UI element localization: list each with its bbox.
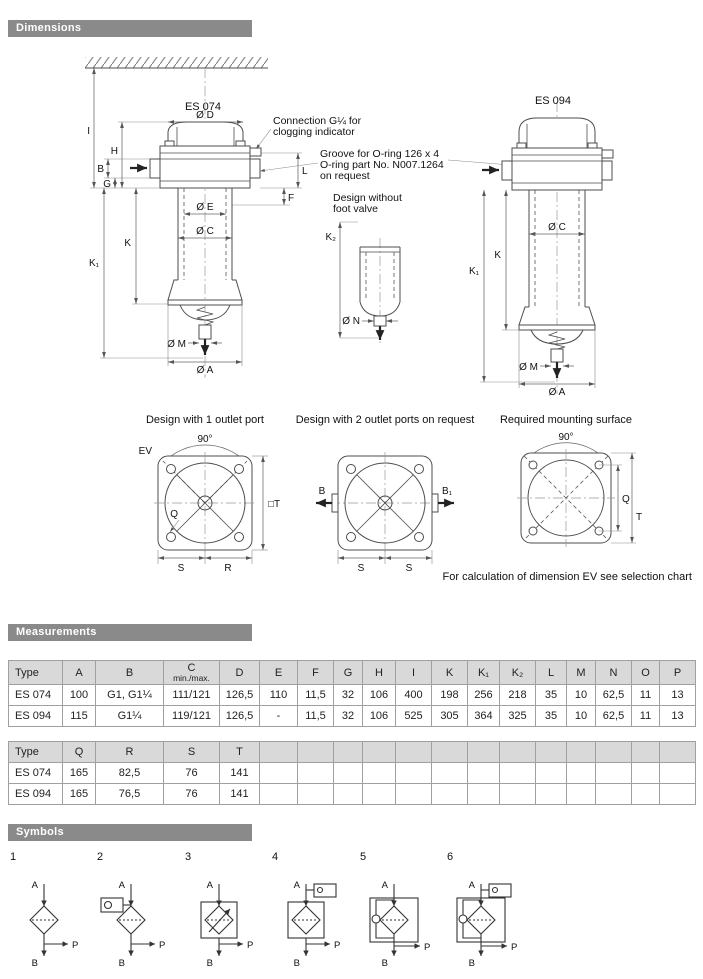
cell-empty [567,763,596,784]
dim-label-dia-m: Ø M [167,339,186,350]
symbol-number-1: 1 [10,851,17,863]
cell-empty [396,763,432,784]
cell-empty [536,763,567,784]
cell: 13 [660,685,696,706]
col-header-empty [260,742,298,763]
hydraulic-symbol-3 [183,876,267,968]
cell-empty [298,784,334,805]
symbol-number-4: 4 [272,851,279,863]
dim-label-k1: K₁ [88,258,99,269]
cell: 82,5 [96,763,164,784]
cell-empty [536,784,567,805]
ev-footnote: For calculation of dimension EV see selection chart [442,571,692,583]
dim-label-k: K [124,238,131,249]
col-header-empty [660,742,696,763]
cell: 218 [500,685,536,706]
port-p-label: P [334,940,341,951]
cell: 10 [567,706,596,727]
cell: ES 094 [9,784,63,805]
cell: 198 [432,685,468,706]
cell: 115 [63,706,96,727]
col-header: O [632,661,660,685]
symbol-number-3: 3 [185,851,192,863]
cell: 62,5 [596,706,632,727]
cell-empty [596,763,632,784]
cell: 525 [396,706,432,727]
col-header: B [96,661,164,685]
dim-label-dia-a: Ø A [548,387,566,398]
hydraulic-symbol-6 [445,876,529,968]
dim-label-q: Q [622,494,630,505]
cell: 119/121 [164,706,220,727]
es094-side-view [469,95,613,398]
cell: G1, G1¼ [96,685,164,706]
svg-text:on request: on request [320,170,370,182]
dim-label-dia-e: Ø E [196,202,214,213]
cell: 141 [220,763,260,784]
port-b-label: B [381,958,388,968]
cell-empty [432,763,468,784]
cell-empty [334,784,363,805]
cell: 11 [632,685,660,706]
cell: 400 [396,685,432,706]
col-header: E [260,661,298,685]
col-header: A [63,661,96,685]
col-header-empty [468,742,500,763]
cell-empty [500,763,536,784]
col-header-empty [363,742,396,763]
svg-text:clogging indicator: clogging indicator [273,126,355,138]
hydraulic-symbol-2 [95,876,179,968]
dim-label-dia-d: Ø D [196,110,214,121]
mounting-wall-hatching [85,57,268,68]
annotation-no-foot-valve: Design without [333,192,402,204]
cell-empty [660,763,696,784]
view3-caption: Required mounting surface [499,414,633,426]
port-a-label: A [206,880,213,891]
dim-label-dia-m: Ø M [519,362,538,373]
check-valve [372,915,380,923]
cell: 76 [164,763,220,784]
dim-label-dia-n: Ø N [342,316,360,327]
dim-label-t: T [636,512,643,523]
dim-label-s: S [405,563,413,574]
port-a-label: A [381,880,388,891]
col-header: H [363,661,396,685]
dimensions-drawing [0,42,703,602]
port-p-label: P [159,940,166,951]
dim-label-k1: K₁ [468,266,479,277]
svg-text:foot valve: foot valve [333,203,378,215]
section-header-measurements: Measurements [8,624,252,641]
section-header-dimensions: Dimensions [8,20,252,37]
col-header: L [536,661,567,685]
col-header: K₁ [468,661,500,685]
col-header: N [596,661,632,685]
col-header-empty [567,742,596,763]
col-header-empty [632,742,660,763]
col-header: K [432,661,468,685]
col-header: R [96,742,164,763]
cell: 165 [63,784,96,805]
table-row-es074 [9,685,696,706]
check-valve [459,915,467,923]
col-header-empty [298,742,334,763]
col-header-empty [396,742,432,763]
port-a-label: A [118,880,125,891]
cell: 10 [567,685,596,706]
cell-empty [468,763,500,784]
no-foot-valve-drawing [325,222,400,344]
dim-label-i: I [87,126,90,137]
header-row [9,661,696,685]
model-label-es074: ES 074 [184,101,222,113]
cell: 141 [220,784,260,805]
port-a-label: A [468,880,475,891]
cell-empty [660,784,696,805]
view-one-outlet-port [139,414,281,574]
cell: 35 [536,685,567,706]
cell: ES 074 [9,685,63,706]
port-b-label: B [118,958,125,968]
cell: 126,5 [220,685,260,706]
dim-label-ev: EV [138,446,152,457]
dim-label-s: S [357,563,365,574]
angle-label: 90° [558,432,574,443]
cell: 165 [63,763,96,784]
hydraulic-symbol-5 [358,876,442,968]
cell-empty [363,763,396,784]
port-a-label: A [293,880,300,891]
cell: G1¼ [96,706,164,727]
view2-caption: Design with 2 outlet ports on request [295,414,475,426]
hydraulic-symbol-4 [270,876,354,968]
cell-empty [432,784,468,805]
dim-label-b-out: B [318,486,326,497]
model-label-es094: ES 094 [534,95,572,107]
port-b-label: B [206,958,213,968]
col-header-type: Type [9,742,63,763]
annotation-connection: Connection G¼ for [273,115,362,127]
col-header-empty [432,742,468,763]
cell: - [260,706,298,727]
cell: 110 [260,685,298,706]
table-row-es094 [9,706,696,727]
section-header-symbols: Symbols [8,824,252,841]
cell-empty [396,784,432,805]
dim-label-dia-c: Ø C [548,222,566,233]
cell: 325 [500,706,536,727]
col-header: I [396,661,432,685]
col-header-empty [536,742,567,763]
cell: 364 [468,706,500,727]
col-header-type: Type [9,661,63,685]
measurements-table-main [8,660,696,727]
dim-label-k: K [494,250,501,261]
cell: 256 [468,685,500,706]
cell-empty [298,763,334,784]
port-b-label: B [468,958,475,968]
cell-empty [632,784,660,805]
angle-label: 90° [197,434,213,445]
table-row-es094 [9,784,696,805]
view-two-outlet-ports [296,414,475,574]
dim-label-k2: K₂ [325,232,336,243]
col-header: G [334,661,363,685]
col-header-empty [500,742,536,763]
col-header: Q [63,742,96,763]
cell: 32 [334,685,363,706]
cell-empty [260,784,298,805]
port-p-label: P [424,942,431,953]
cell: 76 [164,784,220,805]
cell: 13 [660,706,696,727]
cell: 11 [632,706,660,727]
port-p-label: P [511,942,518,953]
cell: 126,5 [220,706,260,727]
col-header: K₂ [500,661,536,685]
port-a-label: A [31,880,38,891]
cell: ES 074 [9,763,63,784]
col-header-empty [596,742,632,763]
cell: 106 [363,706,396,727]
col-header: T [220,742,260,763]
dim-label-s: S [177,563,185,574]
cell: 76,5 [96,784,164,805]
view-mounting-surface [500,414,642,547]
cell: 35 [536,706,567,727]
cell-empty [632,763,660,784]
cell: 106 [363,685,396,706]
cell: 11,5 [298,685,334,706]
dim-label-f: F [288,193,295,204]
svg-text:O-ring part No. N007.1264: O-ring part No. N007.1264 [320,159,444,171]
cell-empty [468,784,500,805]
annotation-groove: Groove for O-ring 126 x 4 [320,148,440,160]
cell-empty [567,784,596,805]
cell: 62,5 [596,685,632,706]
cell: ES 094 [9,706,63,727]
symbol-number-2: 2 [97,851,104,863]
col-header-empty [334,742,363,763]
cell-empty [363,784,396,805]
hydraulic-symbol-1 [8,876,92,968]
col-header: P [660,661,696,685]
cell: 11,5 [298,706,334,727]
cell-empty [596,784,632,805]
symbol-number-5: 5 [360,851,367,863]
cell: 305 [432,706,468,727]
measurements-table-secondary [8,741,696,805]
col-header: F [298,661,334,685]
dim-label-t-square: □T [268,499,281,510]
dim-label-l: L [302,166,308,177]
view1-caption: Design with 1 outlet port [145,414,265,426]
dim-label-b: B [97,164,104,175]
dim-label-r: R [224,563,232,574]
symbol-number-6: 6 [447,851,454,863]
cell: 32 [334,706,363,727]
port-p-label: P [247,940,254,951]
dim-label-dia-c: Ø C [196,226,214,237]
dim-label-q: Q [170,509,178,520]
col-header: M [567,661,596,685]
table-row-es074 [9,763,696,784]
cell-empty [500,784,536,805]
dim-label-b1: B₁ [441,486,453,497]
port-b-label: B [31,958,38,968]
dim-label-dia-a: Ø A [196,365,214,376]
cell: 111/121 [164,685,220,706]
dim-label-g: G [103,179,111,190]
port-b-label: B [293,958,300,968]
header-row [9,742,696,763]
col-header: D [220,661,260,685]
dim-label-h: H [110,146,118,157]
port-p-label: P [72,940,79,951]
cell-empty [260,763,298,784]
cell-empty [334,763,363,784]
col-header: S [164,742,220,763]
col-header-c: C min./max. [164,661,220,685]
cell: 100 [63,685,96,706]
